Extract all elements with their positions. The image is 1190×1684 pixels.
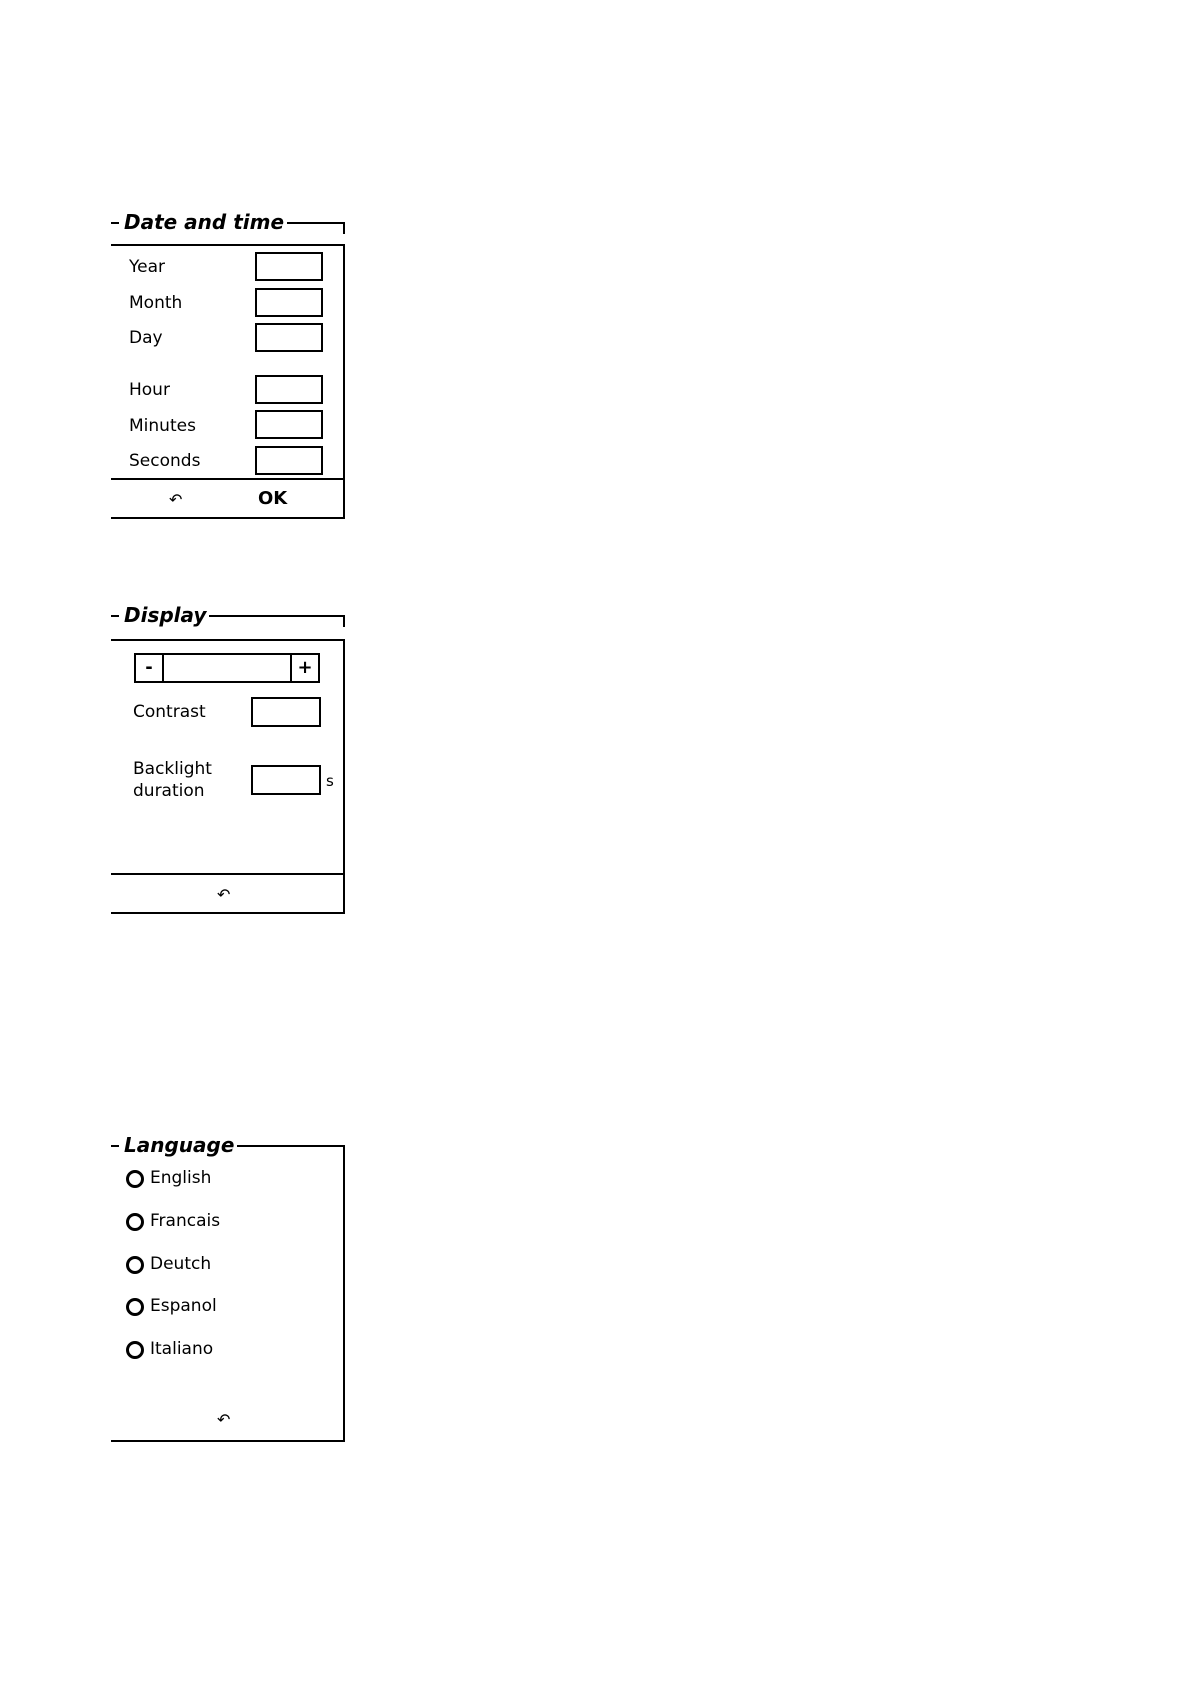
contrast-label: Contrast bbox=[133, 702, 206, 722]
display-title-bar bbox=[111, 603, 345, 629]
back-icon[interactable]: ↶ bbox=[217, 1410, 231, 1429]
language-english: English bbox=[150, 1168, 212, 1188]
language-espanol: Espanol bbox=[150, 1296, 217, 1316]
title-tick bbox=[343, 222, 345, 234]
seconds-label: Seconds bbox=[129, 451, 201, 471]
display-title: Display bbox=[124, 603, 209, 627]
back-icon[interactable]: ↶ bbox=[217, 885, 231, 904]
title-lead-line bbox=[111, 615, 119, 617]
display-box bbox=[111, 639, 345, 914]
month-label: Month bbox=[129, 293, 183, 313]
date-time-title-bar bbox=[111, 210, 345, 236]
ok-button[interactable]: OK bbox=[258, 488, 288, 509]
language-option[interactable] bbox=[126, 1339, 326, 1361]
date-time-footer bbox=[111, 478, 343, 519]
title-lead-line bbox=[111, 222, 119, 224]
day-label: Day bbox=[129, 328, 163, 348]
year-label: Year bbox=[129, 257, 165, 277]
language-option[interactable] bbox=[126, 1254, 326, 1276]
language-option[interactable] bbox=[126, 1211, 326, 1233]
day-field[interactable] bbox=[255, 323, 323, 352]
minutes-label: Minutes bbox=[129, 416, 196, 436]
year-field[interactable] bbox=[255, 252, 323, 281]
back-icon[interactable]: ↶ bbox=[169, 490, 183, 509]
month-field[interactable] bbox=[255, 288, 323, 317]
radio-italiano[interactable] bbox=[126, 1341, 144, 1359]
backlight-label-line2: duration bbox=[133, 781, 205, 801]
language-francais: Francais bbox=[150, 1211, 221, 1231]
radio-english[interactable] bbox=[126, 1170, 144, 1188]
brightness-slider[interactable] bbox=[134, 653, 320, 683]
radio-francais[interactable] bbox=[126, 1213, 144, 1231]
backlight-duration-field[interactable] bbox=[251, 765, 321, 795]
display-panel bbox=[111, 603, 345, 918]
date-time-panel bbox=[111, 210, 345, 520]
language-italiano: Italiano bbox=[150, 1339, 214, 1359]
title-tick bbox=[343, 615, 345, 627]
radio-deutch[interactable] bbox=[126, 1256, 144, 1274]
language-option[interactable] bbox=[126, 1296, 326, 1318]
minus-button[interactable]: - bbox=[136, 655, 164, 681]
plus-button[interactable]: + bbox=[290, 655, 318, 681]
language-deutch: Deutch bbox=[150, 1254, 212, 1274]
date-time-box bbox=[111, 244, 345, 519]
radio-espanol[interactable] bbox=[126, 1298, 144, 1316]
date-time-title: Date and time bbox=[124, 210, 287, 234]
hour-label: Hour bbox=[129, 380, 170, 400]
minutes-field[interactable] bbox=[255, 410, 323, 439]
seconds-field[interactable] bbox=[255, 446, 323, 475]
backlight-unit: s bbox=[326, 772, 334, 790]
hour-field[interactable] bbox=[255, 375, 323, 404]
backlight-label-line1: Backlight bbox=[133, 759, 212, 779]
language-panel bbox=[111, 1133, 345, 1453]
language-title: Language bbox=[124, 1133, 237, 1157]
language-box bbox=[111, 1145, 345, 1442]
display-footer bbox=[111, 873, 343, 914]
title-rule bbox=[202, 615, 345, 617]
contrast-field[interactable] bbox=[251, 697, 321, 727]
language-option[interactable] bbox=[126, 1168, 326, 1190]
